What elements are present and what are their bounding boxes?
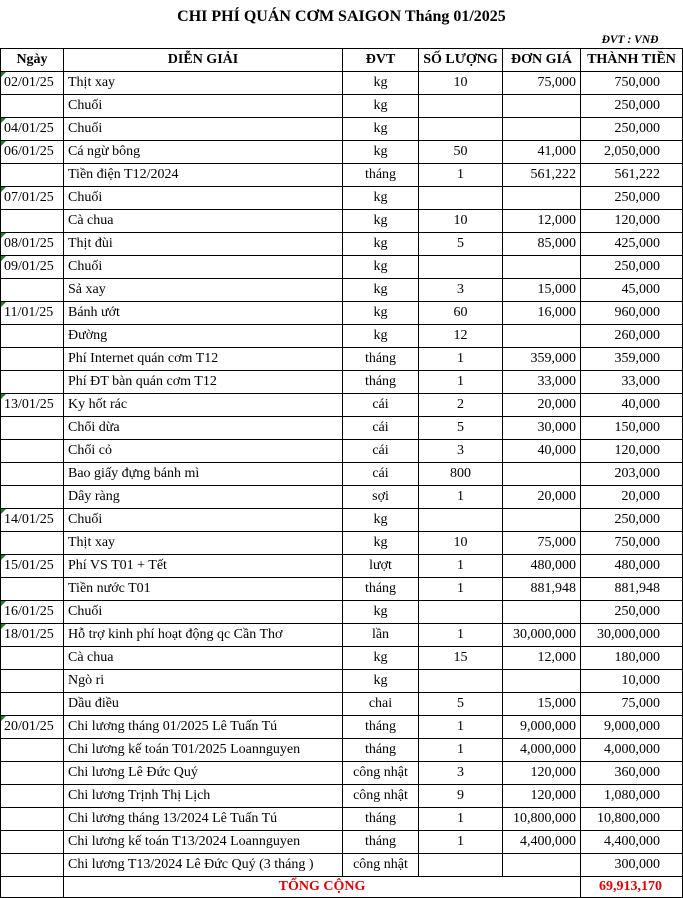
row-quantity: 1 bbox=[419, 624, 503, 647]
row-description: Chuối bbox=[64, 256, 343, 279]
table-row bbox=[1, 670, 683, 693]
row-unit-price: 120,000 bbox=[503, 785, 581, 808]
row-amount: 750,000 bbox=[581, 72, 683, 95]
table-row bbox=[1, 141, 683, 164]
row-unit-price bbox=[503, 256, 581, 279]
row-description: Chuối bbox=[64, 187, 343, 210]
row-date: 08/01/25 bbox=[1, 233, 64, 256]
row-amount: 9,000,000 bbox=[581, 716, 683, 739]
row-unit-price: 41,000 bbox=[503, 141, 581, 164]
row-quantity: 5 bbox=[419, 693, 503, 716]
row-quantity: 15 bbox=[419, 647, 503, 670]
row-unit-price: 9,000,000 bbox=[503, 716, 581, 739]
row-unit-price: 881,948 bbox=[503, 578, 581, 601]
row-quantity: 800 bbox=[419, 463, 503, 486]
row-date: 14/01/25 bbox=[1, 509, 64, 532]
table-row bbox=[1, 164, 683, 187]
row-quantity: 60 bbox=[419, 302, 503, 325]
row-date: 15/01/25 bbox=[1, 555, 64, 578]
row-unit-price: 480,000 bbox=[503, 555, 581, 578]
row-date bbox=[1, 417, 64, 440]
row-unit-price: 30,000,000 bbox=[503, 624, 581, 647]
row-quantity: 10 bbox=[419, 72, 503, 95]
row-quantity: 9 bbox=[419, 785, 503, 808]
row-description: Thịt xay bbox=[64, 72, 343, 95]
row-unit: kg bbox=[343, 72, 419, 95]
row-unit-price: 10,800,000 bbox=[503, 808, 581, 831]
row-date: 02/01/25 bbox=[1, 72, 64, 95]
table-row bbox=[1, 118, 683, 141]
row-quantity: 10 bbox=[419, 210, 503, 233]
row-date bbox=[1, 440, 64, 463]
table-row bbox=[1, 440, 683, 463]
table-row bbox=[1, 348, 683, 371]
row-description: Thịt xay bbox=[64, 532, 343, 555]
row-description: Sả xay bbox=[64, 279, 343, 302]
row-unit: tháng bbox=[343, 739, 419, 762]
row-unit: chai bbox=[343, 693, 419, 716]
table-row bbox=[1, 463, 683, 486]
row-unit-price: 30,000 bbox=[503, 417, 581, 440]
row-unit: cái bbox=[343, 463, 419, 486]
row-amount: 150,000 bbox=[581, 417, 683, 440]
table-row bbox=[1, 95, 683, 118]
row-description: Phí Internet quán cơm T12 bbox=[64, 348, 343, 371]
row-description: Tiền nước T01 bbox=[64, 578, 343, 601]
table-row bbox=[1, 831, 683, 854]
row-amount: 1,080,000 bbox=[581, 785, 683, 808]
row-date bbox=[1, 647, 64, 670]
row-quantity: 1 bbox=[419, 164, 503, 187]
row-unit: kg bbox=[343, 256, 419, 279]
header-date: Ngày bbox=[1, 49, 64, 72]
row-unit-price: 561,222 bbox=[503, 164, 581, 187]
row-unit: kg bbox=[343, 509, 419, 532]
row-unit: kg bbox=[343, 279, 419, 302]
row-unit: cái bbox=[343, 440, 419, 463]
row-amount: 203,000 bbox=[581, 463, 683, 486]
row-description: Tiền điện T12/2024 bbox=[64, 164, 343, 187]
row-quantity: 50 bbox=[419, 141, 503, 164]
row-description: Phí ĐT bàn quán cơm T12 bbox=[64, 371, 343, 394]
row-date: 20/01/25 bbox=[1, 716, 64, 739]
total-spacer bbox=[1, 877, 64, 898]
row-unit: công nhật bbox=[343, 785, 419, 808]
row-unit-price: 75,000 bbox=[503, 532, 581, 555]
table-row bbox=[1, 371, 683, 394]
row-quantity: 2 bbox=[419, 394, 503, 417]
row-unit: kg bbox=[343, 532, 419, 555]
row-description: Chuối bbox=[64, 95, 343, 118]
table-row bbox=[1, 302, 683, 325]
row-date bbox=[1, 578, 64, 601]
row-date bbox=[1, 486, 64, 509]
row-unit: kg bbox=[343, 302, 419, 325]
row-unit: lượt bbox=[343, 555, 419, 578]
row-date: 11/01/25 bbox=[1, 302, 64, 325]
table-row bbox=[1, 739, 683, 762]
row-amount: 10,800,000 bbox=[581, 808, 683, 831]
row-unit: kg bbox=[343, 118, 419, 141]
table-row bbox=[1, 233, 683, 256]
row-quantity: 10 bbox=[419, 532, 503, 555]
row-date bbox=[1, 785, 64, 808]
row-amount: 4,400,000 bbox=[581, 831, 683, 854]
row-description: Chi lương kế toán T13/2024 Loannguyen bbox=[64, 831, 343, 854]
row-unit: kg bbox=[343, 233, 419, 256]
row-date bbox=[1, 164, 64, 187]
row-unit: cái bbox=[343, 394, 419, 417]
row-description: Chuối bbox=[64, 118, 343, 141]
row-quantity: 1 bbox=[419, 486, 503, 509]
row-quantity: 3 bbox=[419, 440, 503, 463]
table-row bbox=[1, 808, 683, 831]
row-description: Dây ràng bbox=[64, 486, 343, 509]
row-unit-price: 15,000 bbox=[503, 279, 581, 302]
row-date bbox=[1, 831, 64, 854]
row-unit-price: 20,000 bbox=[503, 394, 581, 417]
row-quantity bbox=[419, 95, 503, 118]
total-amount: 69,913,170 bbox=[581, 877, 683, 898]
row-amount: 425,000 bbox=[581, 233, 683, 256]
row-unit: tháng bbox=[343, 348, 419, 371]
row-quantity: 1 bbox=[419, 348, 503, 371]
row-amount: 120,000 bbox=[581, 440, 683, 463]
row-date bbox=[1, 210, 64, 233]
row-unit: kg bbox=[343, 95, 419, 118]
header-amount: THÀNH TIỀN bbox=[581, 49, 683, 72]
row-amount: 10,000 bbox=[581, 670, 683, 693]
row-quantity bbox=[419, 118, 503, 141]
row-unit-price bbox=[503, 670, 581, 693]
row-description: Cá ngừ bông bbox=[64, 141, 343, 164]
row-unit: kg bbox=[343, 187, 419, 210]
row-unit: tháng bbox=[343, 831, 419, 854]
row-quantity: 5 bbox=[419, 233, 503, 256]
row-quantity bbox=[419, 187, 503, 210]
row-unit-price: 15,000 bbox=[503, 693, 581, 716]
row-description: Bao giấy đựng bánh mì bbox=[64, 463, 343, 486]
row-amount: 300,000 bbox=[581, 854, 683, 877]
table-row bbox=[1, 854, 683, 877]
row-description: Bánh ướt bbox=[64, 302, 343, 325]
sheet-title: CHI PHÍ QUÁN CƠM SAIGON Tháng 01/2025 bbox=[177, 8, 506, 25]
table-row bbox=[1, 555, 683, 578]
row-quantity: 1 bbox=[419, 371, 503, 394]
row-amount: 750,000 bbox=[581, 532, 683, 555]
table-row bbox=[1, 578, 683, 601]
row-description: Chổi cỏ bbox=[64, 440, 343, 463]
table-row bbox=[1, 325, 683, 348]
row-unit: tháng bbox=[343, 164, 419, 187]
row-amount: 250,000 bbox=[581, 601, 683, 624]
row-description: Chi lương kế toán T01/2025 Loannguyen bbox=[64, 739, 343, 762]
row-amount: 561,222 bbox=[581, 164, 683, 187]
row-amount: 250,000 bbox=[581, 95, 683, 118]
header-quantity: SỐ LƯỢNG bbox=[419, 49, 503, 72]
row-description: Cà chua bbox=[64, 647, 343, 670]
row-unit-price bbox=[503, 95, 581, 118]
row-description: Dầu điều bbox=[64, 693, 343, 716]
table-row bbox=[1, 486, 683, 509]
row-amount: 180,000 bbox=[581, 647, 683, 670]
row-unit-price: 12,000 bbox=[503, 210, 581, 233]
row-description: Chi lương Trịnh Thị Lịch bbox=[64, 785, 343, 808]
row-unit-price: 40,000 bbox=[503, 440, 581, 463]
row-unit-price: 75,000 bbox=[503, 72, 581, 95]
row-unit-price: 16,000 bbox=[503, 302, 581, 325]
row-date: 09/01/25 bbox=[1, 256, 64, 279]
row-unit-price bbox=[503, 187, 581, 210]
table-row bbox=[1, 762, 683, 785]
row-description: Chuối bbox=[64, 601, 343, 624]
row-amount: 40,000 bbox=[581, 394, 683, 417]
row-quantity: 3 bbox=[419, 762, 503, 785]
row-amount: 250,000 bbox=[581, 187, 683, 210]
row-description: Chuối bbox=[64, 509, 343, 532]
row-amount: 360,000 bbox=[581, 762, 683, 785]
row-unit: kg bbox=[343, 647, 419, 670]
row-amount: 480,000 bbox=[581, 555, 683, 578]
table-row bbox=[1, 693, 683, 716]
row-amount: 75,000 bbox=[581, 693, 683, 716]
currency-unit-note: ĐVT : VNĐ bbox=[601, 34, 659, 46]
row-unit-price: 4,400,000 bbox=[503, 831, 581, 854]
header-unit-price: ĐƠN GIÁ bbox=[503, 49, 581, 72]
row-date: 16/01/25 bbox=[1, 601, 64, 624]
row-unit-price bbox=[503, 854, 581, 877]
row-description: Chi lương tháng 13/2024 Lê Tuấn Tú bbox=[64, 808, 343, 831]
row-amount: 359,000 bbox=[581, 348, 683, 371]
row-quantity bbox=[419, 256, 503, 279]
row-date bbox=[1, 762, 64, 785]
row-date: 13/01/25 bbox=[1, 394, 64, 417]
row-unit-price: 12,000 bbox=[503, 647, 581, 670]
table-row bbox=[1, 601, 683, 624]
row-unit-price bbox=[503, 118, 581, 141]
table-row bbox=[1, 785, 683, 808]
row-date: 07/01/25 bbox=[1, 187, 64, 210]
table-row bbox=[1, 716, 683, 739]
row-date bbox=[1, 739, 64, 762]
row-date bbox=[1, 463, 64, 486]
header-row bbox=[1, 49, 683, 72]
row-date bbox=[1, 348, 64, 371]
row-unit: tháng bbox=[343, 578, 419, 601]
row-date bbox=[1, 279, 64, 302]
table-row bbox=[1, 279, 683, 302]
row-description: Phí VS T01 + Tết bbox=[64, 555, 343, 578]
total-row bbox=[1, 877, 683, 898]
row-amount: 260,000 bbox=[581, 325, 683, 348]
row-amount: 250,000 bbox=[581, 256, 683, 279]
row-unit: kg bbox=[343, 601, 419, 624]
row-amount: 30,000,000 bbox=[581, 624, 683, 647]
row-description: Ky hốt rác bbox=[64, 394, 343, 417]
row-date bbox=[1, 808, 64, 831]
row-quantity: 1 bbox=[419, 831, 503, 854]
row-date: 06/01/25 bbox=[1, 141, 64, 164]
row-quantity: 1 bbox=[419, 716, 503, 739]
row-description: Hỗ trợ kinh phí hoạt động qc Cần Thơ bbox=[64, 624, 343, 647]
row-unit: sợi bbox=[343, 486, 419, 509]
row-unit-price bbox=[503, 509, 581, 532]
row-quantity bbox=[419, 670, 503, 693]
total-label: TỔNG CỘNG bbox=[64, 877, 581, 898]
table-row bbox=[1, 532, 683, 555]
row-quantity: 1 bbox=[419, 555, 503, 578]
row-quantity: 5 bbox=[419, 417, 503, 440]
row-unit: kg bbox=[343, 670, 419, 693]
row-description: Chổi dừa bbox=[64, 417, 343, 440]
row-unit-price bbox=[503, 325, 581, 348]
row-unit: cái bbox=[343, 417, 419, 440]
row-quantity bbox=[419, 509, 503, 532]
header-unit: ĐVT bbox=[343, 49, 419, 72]
row-date bbox=[1, 371, 64, 394]
row-amount: 45,000 bbox=[581, 279, 683, 302]
row-unit-price: 33,000 bbox=[503, 371, 581, 394]
row-date: 18/01/25 bbox=[1, 624, 64, 647]
table-row bbox=[1, 187, 683, 210]
table-row bbox=[1, 647, 683, 670]
row-amount: 4,000,000 bbox=[581, 739, 683, 762]
row-amount: 881,948 bbox=[581, 578, 683, 601]
row-amount: 250,000 bbox=[581, 118, 683, 141]
row-amount: 33,000 bbox=[581, 371, 683, 394]
row-quantity: 1 bbox=[419, 739, 503, 762]
row-date bbox=[1, 532, 64, 555]
row-description: Cà chua bbox=[64, 210, 343, 233]
row-description: Thịt đùi bbox=[64, 233, 343, 256]
row-quantity: 12 bbox=[419, 325, 503, 348]
header-description: DIỄN GIẢI bbox=[64, 49, 343, 72]
row-unit: công nhật bbox=[343, 762, 419, 785]
table-row bbox=[1, 509, 683, 532]
row-unit-price: 4,000,000 bbox=[503, 739, 581, 762]
table-row bbox=[1, 256, 683, 279]
row-unit: kg bbox=[343, 141, 419, 164]
row-unit-price: 120,000 bbox=[503, 762, 581, 785]
row-date: 04/01/25 bbox=[1, 118, 64, 141]
row-amount: 120,000 bbox=[581, 210, 683, 233]
row-unit-price bbox=[503, 601, 581, 624]
row-quantity bbox=[419, 854, 503, 877]
expense-rows bbox=[1, 72, 683, 877]
table-row bbox=[1, 394, 683, 417]
row-amount: 250,000 bbox=[581, 509, 683, 532]
table-row bbox=[1, 624, 683, 647]
row-unit-price bbox=[503, 463, 581, 486]
row-description: Chi lương T13/2024 Lê Đức Quý (3 tháng ) bbox=[64, 854, 343, 877]
row-date bbox=[1, 325, 64, 348]
row-unit: tháng bbox=[343, 716, 419, 739]
row-date bbox=[1, 95, 64, 118]
row-description: Chi lương tháng 01/2025 Lê Tuấn Tú bbox=[64, 716, 343, 739]
row-description: Chi lương Lê Đức Quý bbox=[64, 762, 343, 785]
row-unit: kg bbox=[343, 325, 419, 348]
row-quantity: 1 bbox=[419, 808, 503, 831]
row-quantity bbox=[419, 601, 503, 624]
row-unit-price: 85,000 bbox=[503, 233, 581, 256]
table-row bbox=[1, 417, 683, 440]
row-date bbox=[1, 693, 64, 716]
row-description: Đường bbox=[64, 325, 343, 348]
row-quantity: 1 bbox=[419, 578, 503, 601]
table-row bbox=[1, 210, 683, 233]
row-amount: 20,000 bbox=[581, 486, 683, 509]
row-amount: 960,000 bbox=[581, 302, 683, 325]
row-unit: tháng bbox=[343, 808, 419, 831]
row-unit: tháng bbox=[343, 371, 419, 394]
row-date bbox=[1, 854, 64, 877]
row-unit: kg bbox=[343, 210, 419, 233]
row-unit-price: 359,000 bbox=[503, 348, 581, 371]
table-row bbox=[1, 72, 683, 95]
row-description: Ngò ri bbox=[64, 670, 343, 693]
row-unit-price: 20,000 bbox=[503, 486, 581, 509]
row-quantity: 3 bbox=[419, 279, 503, 302]
expense-table bbox=[0, 48, 683, 898]
row-unit: công nhật bbox=[343, 854, 419, 877]
row-date bbox=[1, 670, 64, 693]
row-unit: lần bbox=[343, 624, 419, 647]
row-amount: 2,050,000 bbox=[581, 141, 683, 164]
